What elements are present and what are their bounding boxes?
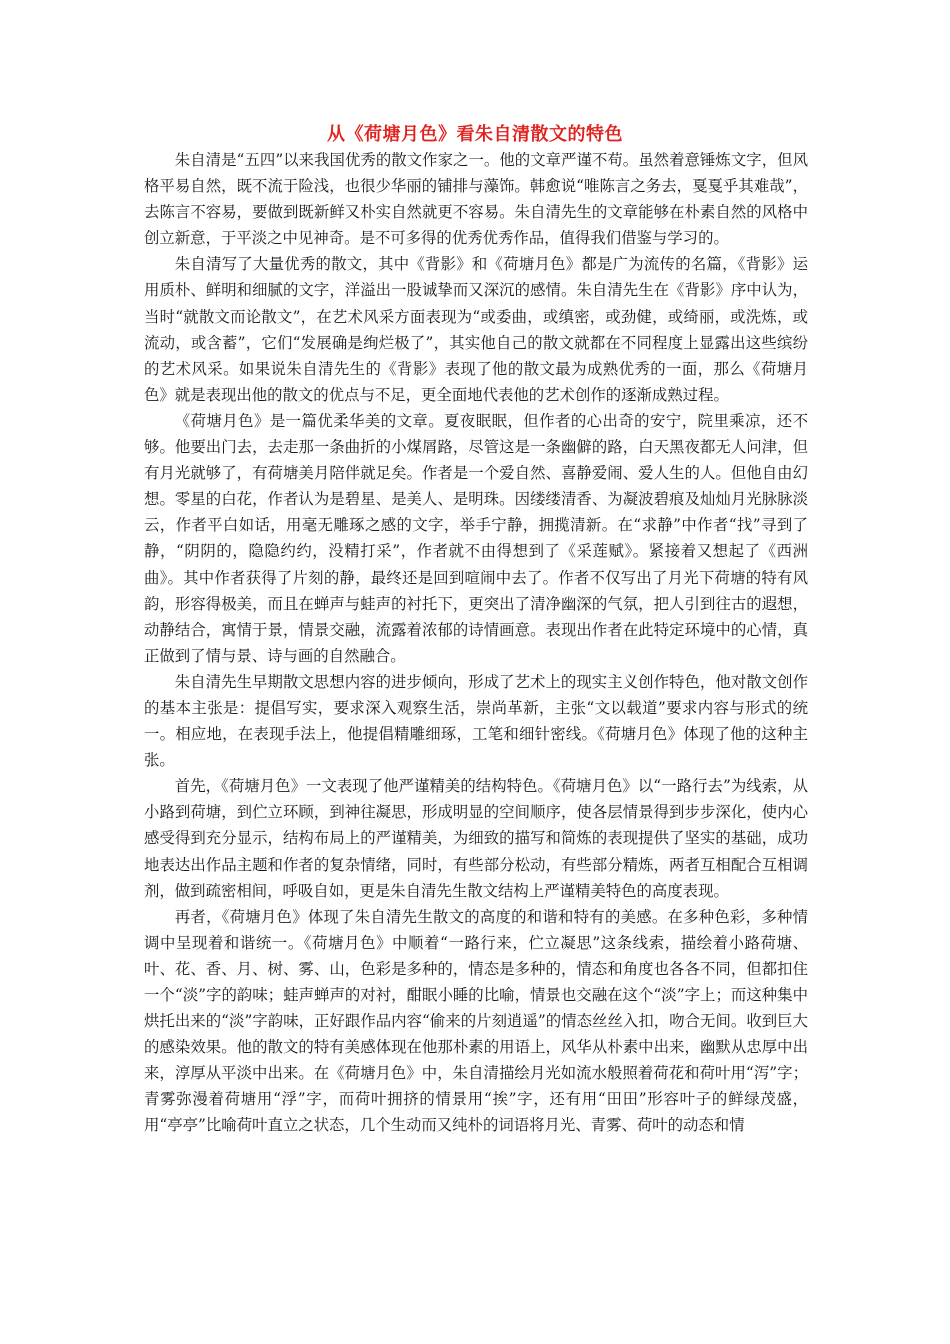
paragraph-beiying: 朱自清写了大量优秀的散文，其中《背影》和《荷塘月色》都是广为流传的名篇，《背影》运用质朴、鲜明和细腻的文字，洋溢出一股诚挚而又深沉的感情。朱自清先生在《背影》序中认为，当时“就散文而论散文”，在艺术风采方面表现为“或委曲，或缜密，或劲健，或绮丽，或洗炼，或流动，或含蓄”，它们“发展确是绚烂极了”，其实他自己的散文就都在不同程度上显露出这些缤纷的艺术风采。如果说朱自清先生的《背影》表现了他的散文最为成熟优秀的一面，那么《荷塘月色》就是表现出他的散文的优点与不足，更全面地代表他的艺术创作的逐渐成熟过程。 — [144, 255, 808, 404]
paragraph-structure: 首先，《荷塘月色》一文表现了他严谨精美的结构特色。《荷塘月色》以“一路行去”为线索，从小路到荷塘，到伫立环顾，到神往凝思，形成明显的空间顺序，使各层情景得到步步深化，使内心感受得到充分显示，结构布局上的严谨精美，为细致的描写和简炼的表现提供了坚实的基础，成功地表达出作品主题和作者的复杂情绪，同时，有些部分松动，有些部分精炼，两者互相配合互相调剂，做到疏密相间，呼吸自如，更是朱自清先生散文结构上严谨精美特色的高度表现。 — [144, 777, 808, 900]
document-title: 从《荷塘月色》看朱自清散文的特色 — [327, 124, 623, 145]
paragraph-realism: 朱自清先生早期散文思想内容的进步倾向，形成了艺术上的现实主义创作特色，他对散文创作的基本主张是：提倡写实，要求深入观察生活，崇尚革新，主张“文以载道”要求内容与形式的统一。相应地，在表现手法上，他提倡精雕细琢，工笔和细针密线。《荷塘月色》体现了他的这种主张。 — [144, 672, 808, 770]
paragraph-harmony: 再者，《荷塘月色》体现了朱自清先生散文的高度的和谐和特有的美感。在多种色彩，多种情调中呈现着和谐统一。《荷塘月色》中顺着“一路行来，伫立凝思”这条线索，描绘着小路荷塘、叶、花、香、月、树、雾、山，色彩是多种的，情态是多种的，情态和角度也各各不同，但都扣住一个“淡”字的韵味；蛙声蝉声的对衬，酣眠小睡的比喻，情景也交融在这个“淡”字上；而这种集中烘托出来的“淡”字韵味，正好跟作品内容“偷来的片刻逍遥”的情态丝丝入扣，吻合无间。收到巨大的感染效果。他的散文的特有美感体现在他那朴素的用语上，风华从朴素中出来，幽默从忠厚中出来，淳厚从平淡中出来。在《荷塘月色》中，朱自清描绘月光如流水般照着荷花和荷叶用“泻”字；青雾弥漫着荷塘用“浮”字，而荷叶拥挤的情景用“挨”字，还有用“田田”形容叶子的鲜绿茂盛，用“亭亭”比喻荷叶直立之状态，几个生动而又纯朴的词语将月光、青雾、荷叶的动态和情 — [144, 907, 808, 1135]
paragraph-hetang: 《荷塘月色》是一篇优柔华美的文章。夏夜眠眠，但作者的心出奇的安宁，院里乘凉，还不够。他要出门去，去走那一条曲折的小煤屑路，尽管这是一条幽僻的路，白天黑夜都无人问津，但有月光就够了，有荷塘美月陪伴就足矣。作者是一个爱自然、喜静爱闹、爱人生的人。但他自由幻想。零星的白花，作者认为是碧星、是美人、是明珠。因缕缕清香、为凝波碧痕及灿灿月光脉脉淡云，作者平白如话，用毫无雕琢之感的文字，举手宁静，拥揽清新。在“求静”中作者“找”寻到了静，“阴阴的，隐隐约约，没精打采”，作者就不由得想到了《采莲赋》。紧接着又想起了《西洲曲》。其中作者获得了片刻的静，最终还是回到喧闹中去了。作者不仅写出了月光下荷塘的特有风韵，形容得极美，而且在蝉声与蛙声的衬托下，更突出了清净幽深的气氛，把人引到往古的遐想，动静结合，寓情于景，情景交融，流露着浓郁的诗情画意。表现出作者在此特定环境中的心情，真正做到了情与景、诗与画的自然融合。 — [144, 411, 808, 665]
article-body — [144, 147, 808, 1139]
paragraph-intro: 朱自清是“五四”以来我国优秀的散文作家之一。他的文章严谨不苟。虽然着意锤炼文字，但风格平易自然，既不流于险浅，也很少华丽的铺排与藻饰。韩愈说“唯陈言之务去，戛戛乎其难哉”，去陈言不容易，要做到既新鲜又朴实自然就更不容易。朱自清先生的文章能够在朴素自然的风格中创立新意，于平淡之中见神奇。是不可多得的优秀优秀作品，值得我们借鉴与学习的。 — [144, 151, 808, 248]
